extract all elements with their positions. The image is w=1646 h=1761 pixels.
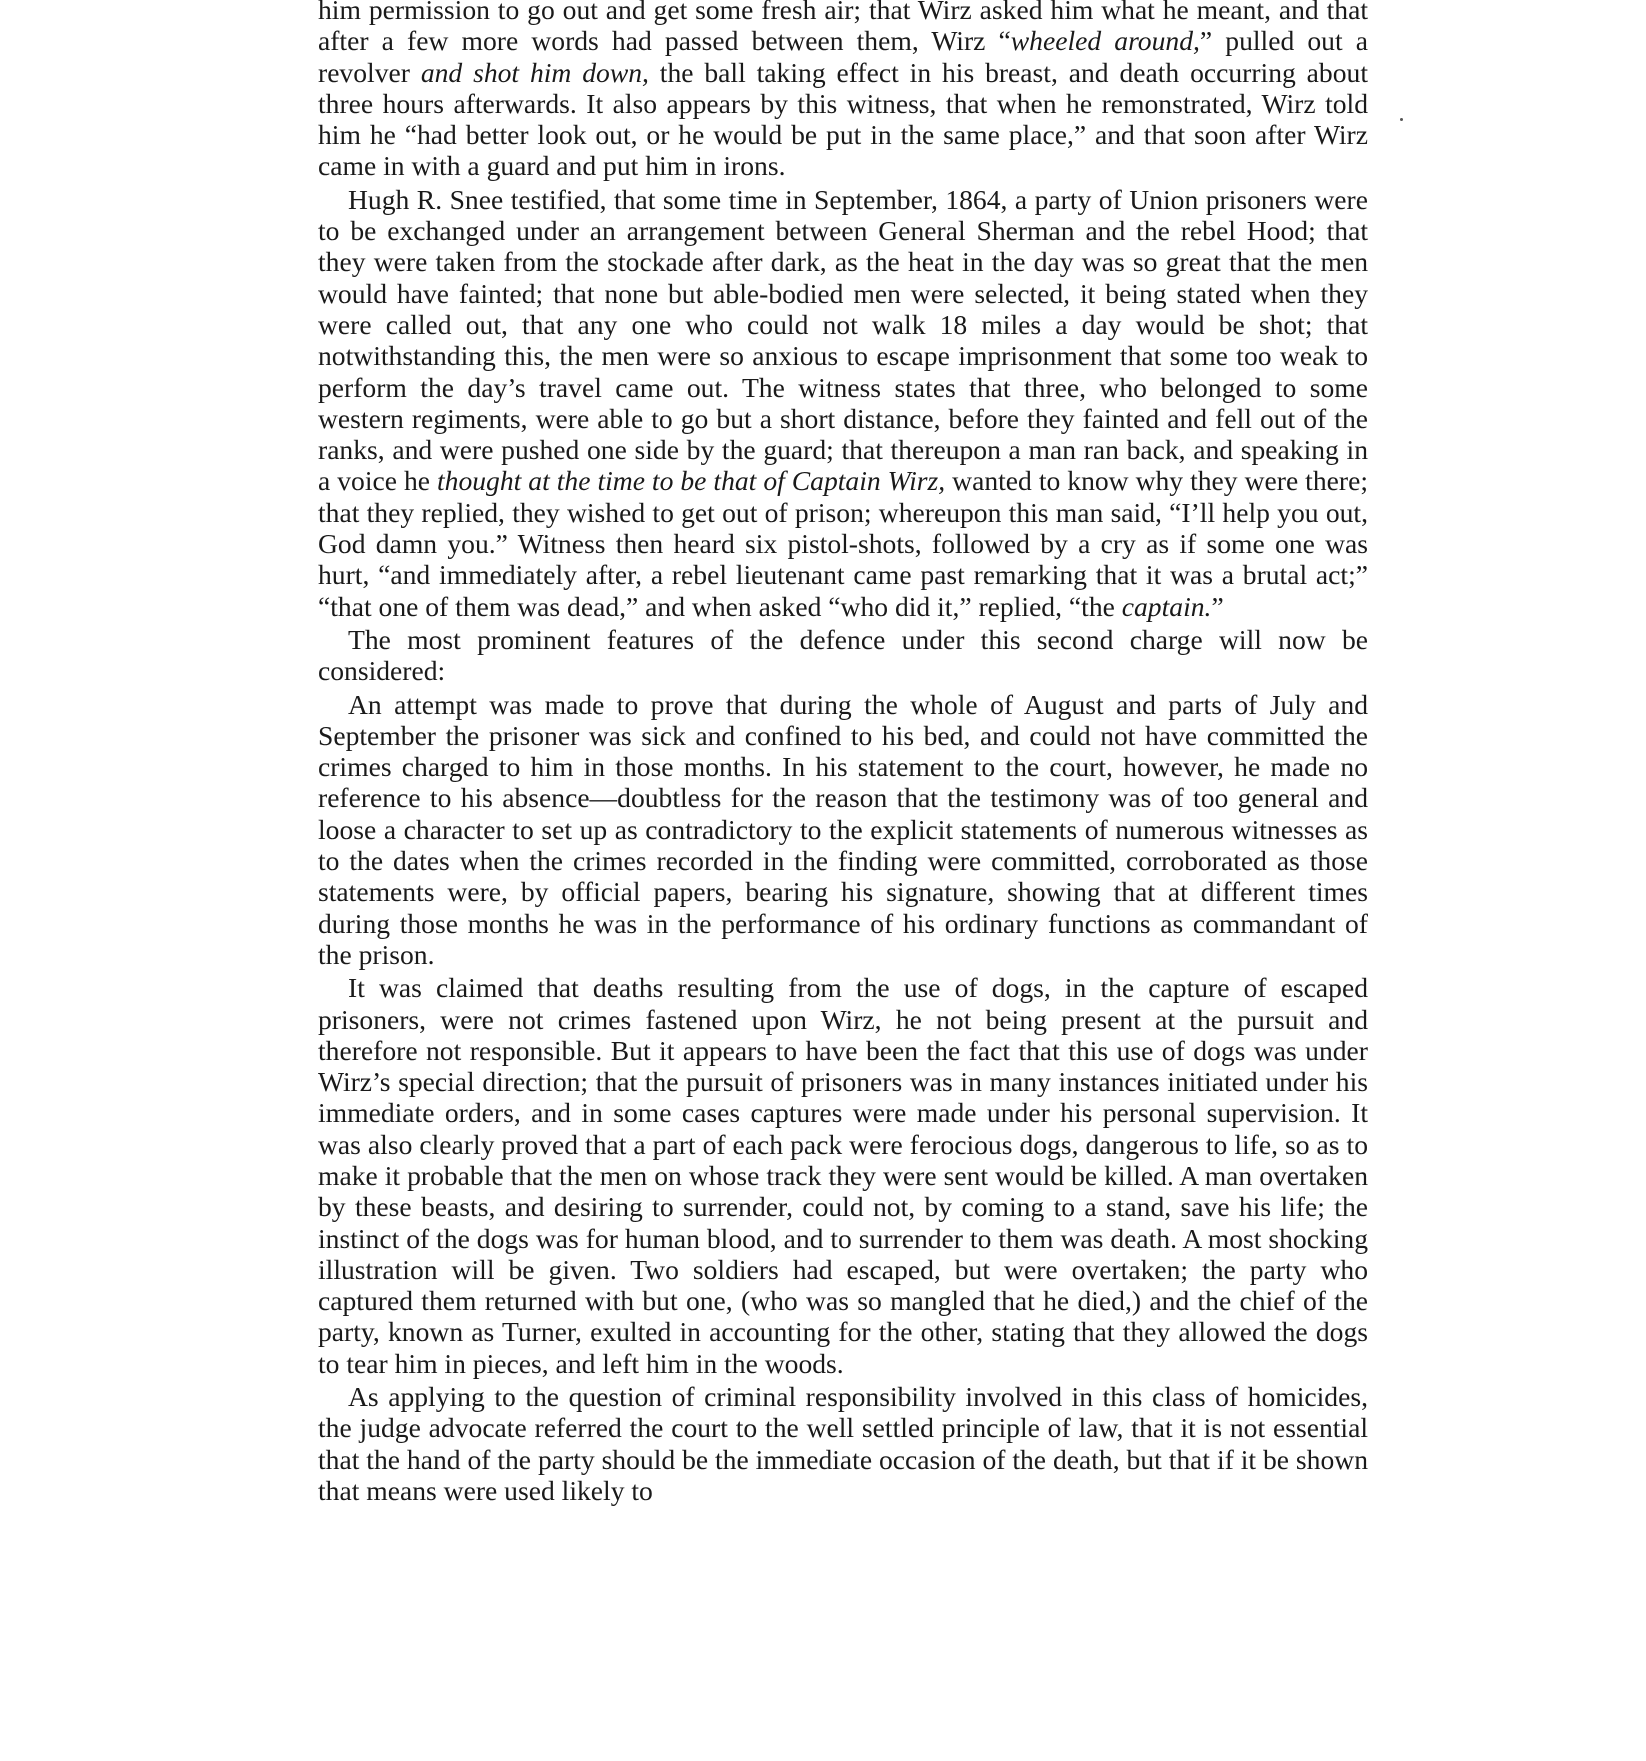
paragraph xyxy=(318,1381,1368,1506)
text-run: ” pulled out a revolver xyxy=(318,25,1368,88)
text-run: the ball taking effect in his breast, and death occurring about three hours afterwards. It also appears by this witness, that when he remonstrated, Wirz told him he “had better look out, or he would be put in the same place,” and that soon after Wirz came in with a guard and put him in irons. xyxy=(318,56,1368,182)
text-run: Hugh R. Snee testified, that some time in September, 1864, a party of Union prisoners were to be exchanged under an arrangement between General Sherman and the rebel Hood; that they were taken from the stockade after dark, as the heat in the day was so great that the men would have fainted; that none but able-bodied men were selected, it being stated when they were called out, that any one who could not walk 18 miles a day would be shot; that notwithstanding this, the men were so anxious to escape imprisonment that some too weak to perform the day’s travel came out. The witness states that three, who belonged to some western regiments, were able to go but a short distance, before they fainted and fell out of the ranks, and were pushed one side by the guard; that thereupon a man ran back, and speaking in a voice he xyxy=(318,183,1368,497)
text-run: wanted to know why they were there; that they replied, they wished to get out of prison; whereupon this man said, “I’ll help you out, God damn you.” Witness then heard six pistol-shots, followed by a cry as if some one was hurt, “and immediately after, a rebel lieutenant came past remarking that it was a brutal act;” “that one of them was dead,” and when asked “who did it,” replied, “the xyxy=(318,465,1368,622)
document-page xyxy=(318,0,1368,1761)
italic-text: wheeled around, xyxy=(1010,25,1200,57)
paragraph xyxy=(318,184,1368,622)
paragraph xyxy=(318,972,1368,1379)
text-run: him permission to go out and get some fresh air; that Wirz asked him what he meant, and that after a few more words had passed between them, Wirz “ xyxy=(318,0,1368,57)
text-body xyxy=(318,0,1368,1506)
ink-speck xyxy=(1400,118,1403,121)
text-run: ” xyxy=(1211,590,1224,622)
paragraph xyxy=(318,0,1368,182)
italic-text: and shot him down, xyxy=(420,56,649,88)
text-run: The most prominent features of the defence under this second charge will now be considered: xyxy=(318,623,1368,687)
text-run: As applying to the question of criminal responsibility involved in this class of homicides, the judge advocate referred the court to the well settled principle of law, that it is not essential that the hand of the party should be the immediate occasion of the death, but that if it be shown that means were used likely to xyxy=(318,1381,1368,1506)
paragraph xyxy=(318,689,1368,971)
text-run: It was claimed that deaths resulting from the use of dogs, in the capture of escaped prisoners, were not crimes fastened upon Wirz, he not being present at the pursuit and therefore not responsible. But it appears to have been the fact that this use of dogs was under Wirz’s special direction; that the pursuit of prisoners was in many instances initiated under his immediate orders, and in some cases captures were made under his personal supervision. It was also clearly proved that a part of each pack were ferocious dogs, dangerous to life, so as to make it probable that the men on whose track they were sent would be killed. A man overtaken by these beasts, and desiring to surrender, could not, by coming to a stand, save his life; the instinct of the dogs was for human blood, and to surrender to them was death. A most shocking illustration will be given. Two soldiers had escaped, but were overtaken; the party who captured them returned with but one, (who was so mangled that he died,) and the chief of the party, known as Turner, exulted in accounting for the other, stating that they allowed the dogs to tear him in pieces, and left him in the woods. xyxy=(318,972,1368,1379)
text-run: An attempt was made to prove that during the whole of August and parts of July and September the prisoner was sick and confined to his bed, and could not have committed the crimes charged to him in those months. In his statement to the court, however, he made no reference to his absence—doubtless for the reason that the testimony was of too general and loose a character to set up as contradictory to the explicit statements of numerous witnesses as to the dates when the crimes recorded in the finding were committed, corroborated as those statements were, by official papers, bearing his signature, showing that at different times during those months he was in the performance of his ordinary functions as commandant of the prison. xyxy=(318,688,1368,970)
italic-text: captain. xyxy=(1121,590,1212,622)
italic-text: thought at the time to be that of Captain Wirz, xyxy=(437,465,946,497)
paragraph xyxy=(318,624,1368,687)
